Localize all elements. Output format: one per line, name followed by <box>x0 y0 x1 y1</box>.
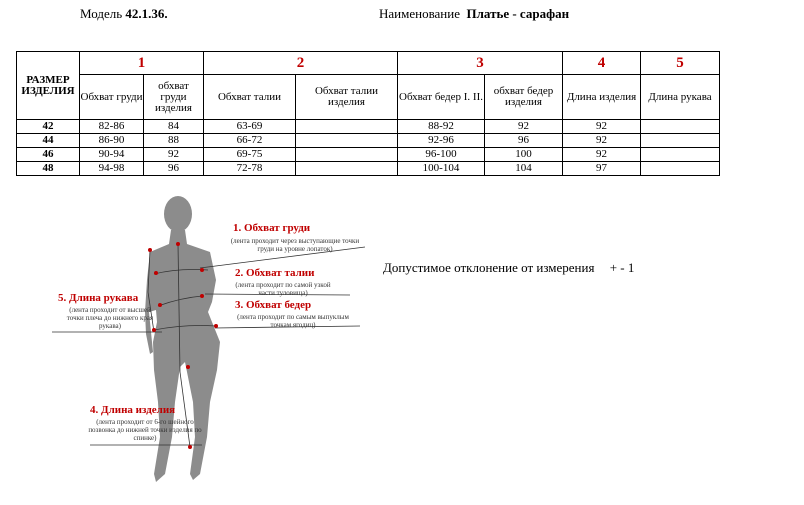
table-row <box>17 134 720 148</box>
table-row <box>17 148 720 162</box>
table-row <box>17 162 720 176</box>
column-header-waist: Обхват талии <box>204 75 296 120</box>
size-table <box>16 51 720 176</box>
measurement-4-title: 4. Длина изделия <box>90 404 176 416</box>
table-cell: 96-100 <box>398 148 485 162</box>
table-cell: 72-78 <box>204 162 296 176</box>
measurement-2-note: (лента проходит по самой узкой части туловища) <box>235 281 331 297</box>
measurement-1-note: (лента проходит через выступающие точки груди на уровне лопаток) <box>230 237 360 253</box>
name-value: Платье - сарафан <box>466 6 570 21</box>
table-row <box>17 120 720 134</box>
table-cell: 90-94 <box>80 148 144 162</box>
table-cell: 92 <box>563 148 641 162</box>
column-header-hips: Обхват бедер I. II. <box>398 75 485 120</box>
table-cell <box>296 134 398 148</box>
group-4-header: 4 <box>563 52 641 75</box>
table-cell: 86-90 <box>80 134 144 148</box>
table-cell: 100-104 <box>398 162 485 176</box>
measurement-3-title: 3. Обхват бедер <box>235 299 312 311</box>
table-cell <box>296 162 398 176</box>
table-cell: 92-96 <box>398 134 485 148</box>
measurement-figure <box>50 192 370 492</box>
column-header-chest-garment: обхват груди изделия <box>144 75 204 120</box>
table-cell: 46 <box>17 148 80 162</box>
table-cell: 92 <box>563 134 641 148</box>
tolerance-note <box>383 260 634 276</box>
table-cell: 44 <box>17 134 80 148</box>
table-cell: 100 <box>485 148 563 162</box>
group-2-header: 2 <box>204 52 398 75</box>
column-header-sleeve: Длина рукава <box>641 75 720 120</box>
table-cell: 96 <box>485 134 563 148</box>
table-cell <box>296 120 398 134</box>
table-cell: 97 <box>563 162 641 176</box>
table-cell: 69-75 <box>204 148 296 162</box>
size-column-header: РАЗМЕР ИЗДЕЛИЯ <box>17 52 80 120</box>
table-cell: 63-69 <box>204 120 296 134</box>
group-1-header: 1 <box>80 52 204 75</box>
table-cell: 48 <box>17 162 80 176</box>
tolerance-label: Допустимое отклонение от измерения <box>383 260 595 275</box>
measurement-1-title: 1. Обхват груди <box>233 222 311 234</box>
table-cell: 88 <box>144 134 204 148</box>
measurement-2-title: 2. Обхват талии <box>235 267 315 279</box>
table-cell <box>641 162 720 176</box>
table-cell: 92 <box>563 120 641 134</box>
measurement-4-note: (лента проходит от 6-го шейного позвонка до нижней точки изделия по спинке) <box>88 418 202 442</box>
tolerance-value: + - 1 <box>609 260 635 275</box>
table-cell: 66-72 <box>204 134 296 148</box>
column-header-hips-garment: обхват бедер изделия <box>485 75 563 120</box>
model-header <box>80 6 168 22</box>
model-value: 42.1.36. <box>125 6 168 21</box>
table-cell: 42 <box>17 120 80 134</box>
table-cell: 104 <box>485 162 563 176</box>
column-header-length: Длина изделия <box>563 75 641 120</box>
column-header-chest: Обхват груди <box>80 75 144 120</box>
measurement-5-title: 5. Длина рукава <box>58 292 139 304</box>
table-cell <box>641 134 720 148</box>
table-cell <box>641 120 720 134</box>
model-label: Модель <box>80 6 123 21</box>
table-cell: 88-92 <box>398 120 485 134</box>
table-cell <box>296 148 398 162</box>
group-5-header: 5 <box>641 52 720 75</box>
table-cell: 94-98 <box>80 162 144 176</box>
table-cell <box>641 148 720 162</box>
table-cell: 92 <box>485 120 563 134</box>
product-name-header <box>379 6 569 22</box>
group-3-header: 3 <box>398 52 563 75</box>
measurement-3-note: (лента проходит по самым выпуклым точкам ягодиц) <box>237 313 349 329</box>
table-cell: 82-86 <box>80 120 144 134</box>
table-cell: 96 <box>144 162 204 176</box>
measurement-5-note: (лента проходит от высшей точки плеча до нижнего края рукава) <box>66 306 154 330</box>
name-label: Наименование <box>379 6 460 21</box>
table-cell: 92 <box>144 148 204 162</box>
column-header-waist-garment: Обхват талии изделия <box>296 75 398 120</box>
table-cell: 84 <box>144 120 204 134</box>
